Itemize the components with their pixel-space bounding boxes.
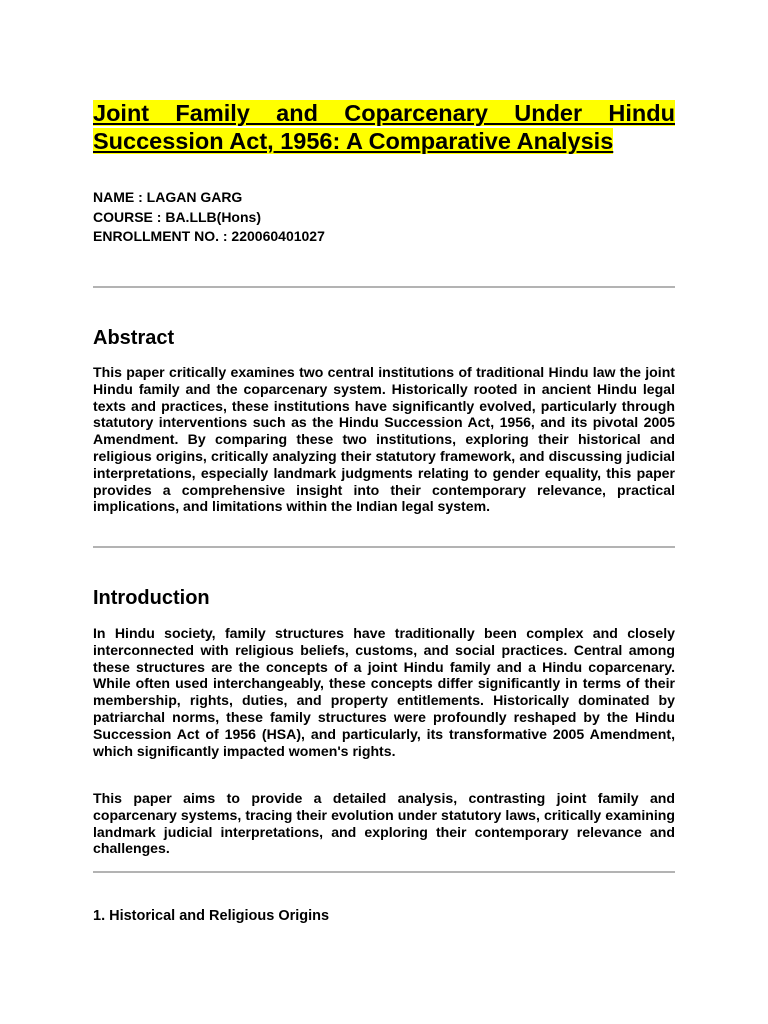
divider-after-introduction (93, 871, 675, 873)
divider-after-abstract (93, 546, 675, 548)
divider-after-author (93, 286, 675, 288)
document-title (93, 99, 675, 155)
document-title-text: Joint Family and Coparcenary Under Hindu Succession Act, 1956: A Comparative Analysis (93, 100, 675, 154)
introduction-paragraph-2: This paper aims to provide a detailed analysis, contrasting joint family and coparcenary systems, tracing their evolution under statutory laws, critically examining landmark judicial interpretations, and exploring their contemporary relevance and challenges. (93, 790, 675, 857)
abstract-heading: Abstract (93, 327, 175, 349)
author-name: NAME : LAGAN GARG (93, 189, 243, 205)
author-enrollment: ENROLLMENT NO. : 220060401027 (93, 228, 325, 244)
abstract-text: This paper critically examines two central institutions of traditional Hindu law the joint Hindu family and the coparcenary system. Historically rooted in ancient Hindu legal texts and practices, these institutions have significantly evolved, particularly through statutory interventions such as the Hindu Succession Act, 1956, and its pivotal 2005 Amendment. By comparing these two institutions, exploring their historical and religious origins, critically analyzing their statutory framework, and discussing judicial interpretations, especially landmark judgments relating to gender equality, this paper provides a comprehensive insight into their contemporary relevance, practical implications, and limitations within the Indian legal system. (93, 364, 675, 515)
introduction-heading: Introduction (93, 587, 210, 609)
author-course: COURSE : BA.LLB(Hons) (93, 208, 261, 225)
section-1-heading: 1. Historical and Religious Origins (93, 908, 330, 924)
author-details (93, 188, 675, 247)
introduction-paragraph-1: In Hindu society, family structures have traditionally been complex and closely interconnected with religious beliefs, customs, and social practices. Central among these structures are the concepts of a joint Hindu family and a Hindu coparcenary. While often used interchangeably, these concepts differ significantly in terms of their membership, rights, duties, and property entitlements. Historically dominated by patriarchal norms, these family structures were profoundly reshaped by the Hindu Succession Act of 1956 (HSA), and particularly, its transformative 2005 Amendment, which significantly impacted women's rights. (93, 625, 675, 759)
